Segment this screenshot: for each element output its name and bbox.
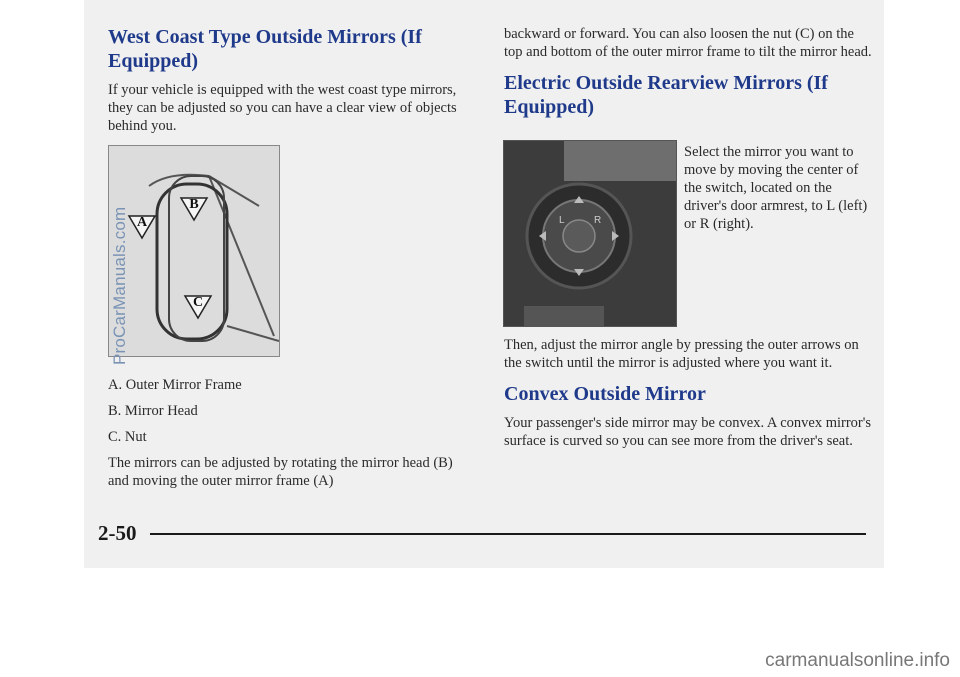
legend-and-body: [108, 376, 463, 500]
switch-label-l: L: [559, 215, 565, 226]
electric-adjust-text: Then, adjust the mirror angle by pressing the outer arrows on the switch until the mirror is adjusted where you want it.: [504, 337, 859, 371]
legend-item-b: B. Mirror Head: [108, 403, 198, 419]
convex-mirror-body: Your passenger's side mirror may be convex. A convex mirror's surface is curved so you can see more from the driver's seat.: [504, 415, 871, 449]
west-coast-intro: If your vehicle is equipped with the west coast type mirrors, they can be adjusted so you can have a clear view of objects behind you.: [108, 82, 457, 134]
west-coast-mirror-illustration: [108, 145, 280, 357]
mirror-diagram: [109, 146, 279, 356]
side-watermark: ProCarManuals.com: [110, 206, 129, 365]
electric-select-text: Select the mirror you want to move by moving the center of the switch, located on the driver's door armrest, to L (left) or R (right).: [684, 144, 868, 232]
legend-item-a: A. Outer Mirror Frame: [108, 377, 242, 393]
label-b: B: [189, 197, 199, 212]
continued-text: backward or forward. You can also loosen the nut (C) on the top and bottom of the outer mirror frame to tilt the mirror head.: [504, 26, 872, 60]
mirror-switch-photo: [503, 140, 677, 327]
west-coast-body: The mirrors can be adjusted by rotating the mirror head (B) and moving the outer mirror frame (A): [108, 455, 453, 489]
switch-label-r: R: [594, 215, 602, 226]
label-a: A: [136, 215, 148, 230]
right-column: [504, 25, 874, 127]
footer-rule: [150, 533, 866, 535]
switch-illustration: [504, 141, 676, 326]
electric-mirrors-heading: Electric Outside Rearview Mirrors (If Equipped): [504, 72, 828, 118]
label-c: C: [192, 295, 204, 310]
convex-mirror-heading: Convex Outside Mirror: [504, 383, 706, 405]
west-coast-mirrors-heading: West Coast Type Outside Mirrors (If Equipped): [108, 26, 422, 72]
left-column: [108, 25, 463, 145]
right-lower: [504, 336, 874, 460]
legend-item-c: C. Nut: [108, 429, 147, 445]
page-number: 2-50: [98, 521, 137, 545]
bottom-watermark: carmanualsonline.info: [765, 650, 950, 671]
